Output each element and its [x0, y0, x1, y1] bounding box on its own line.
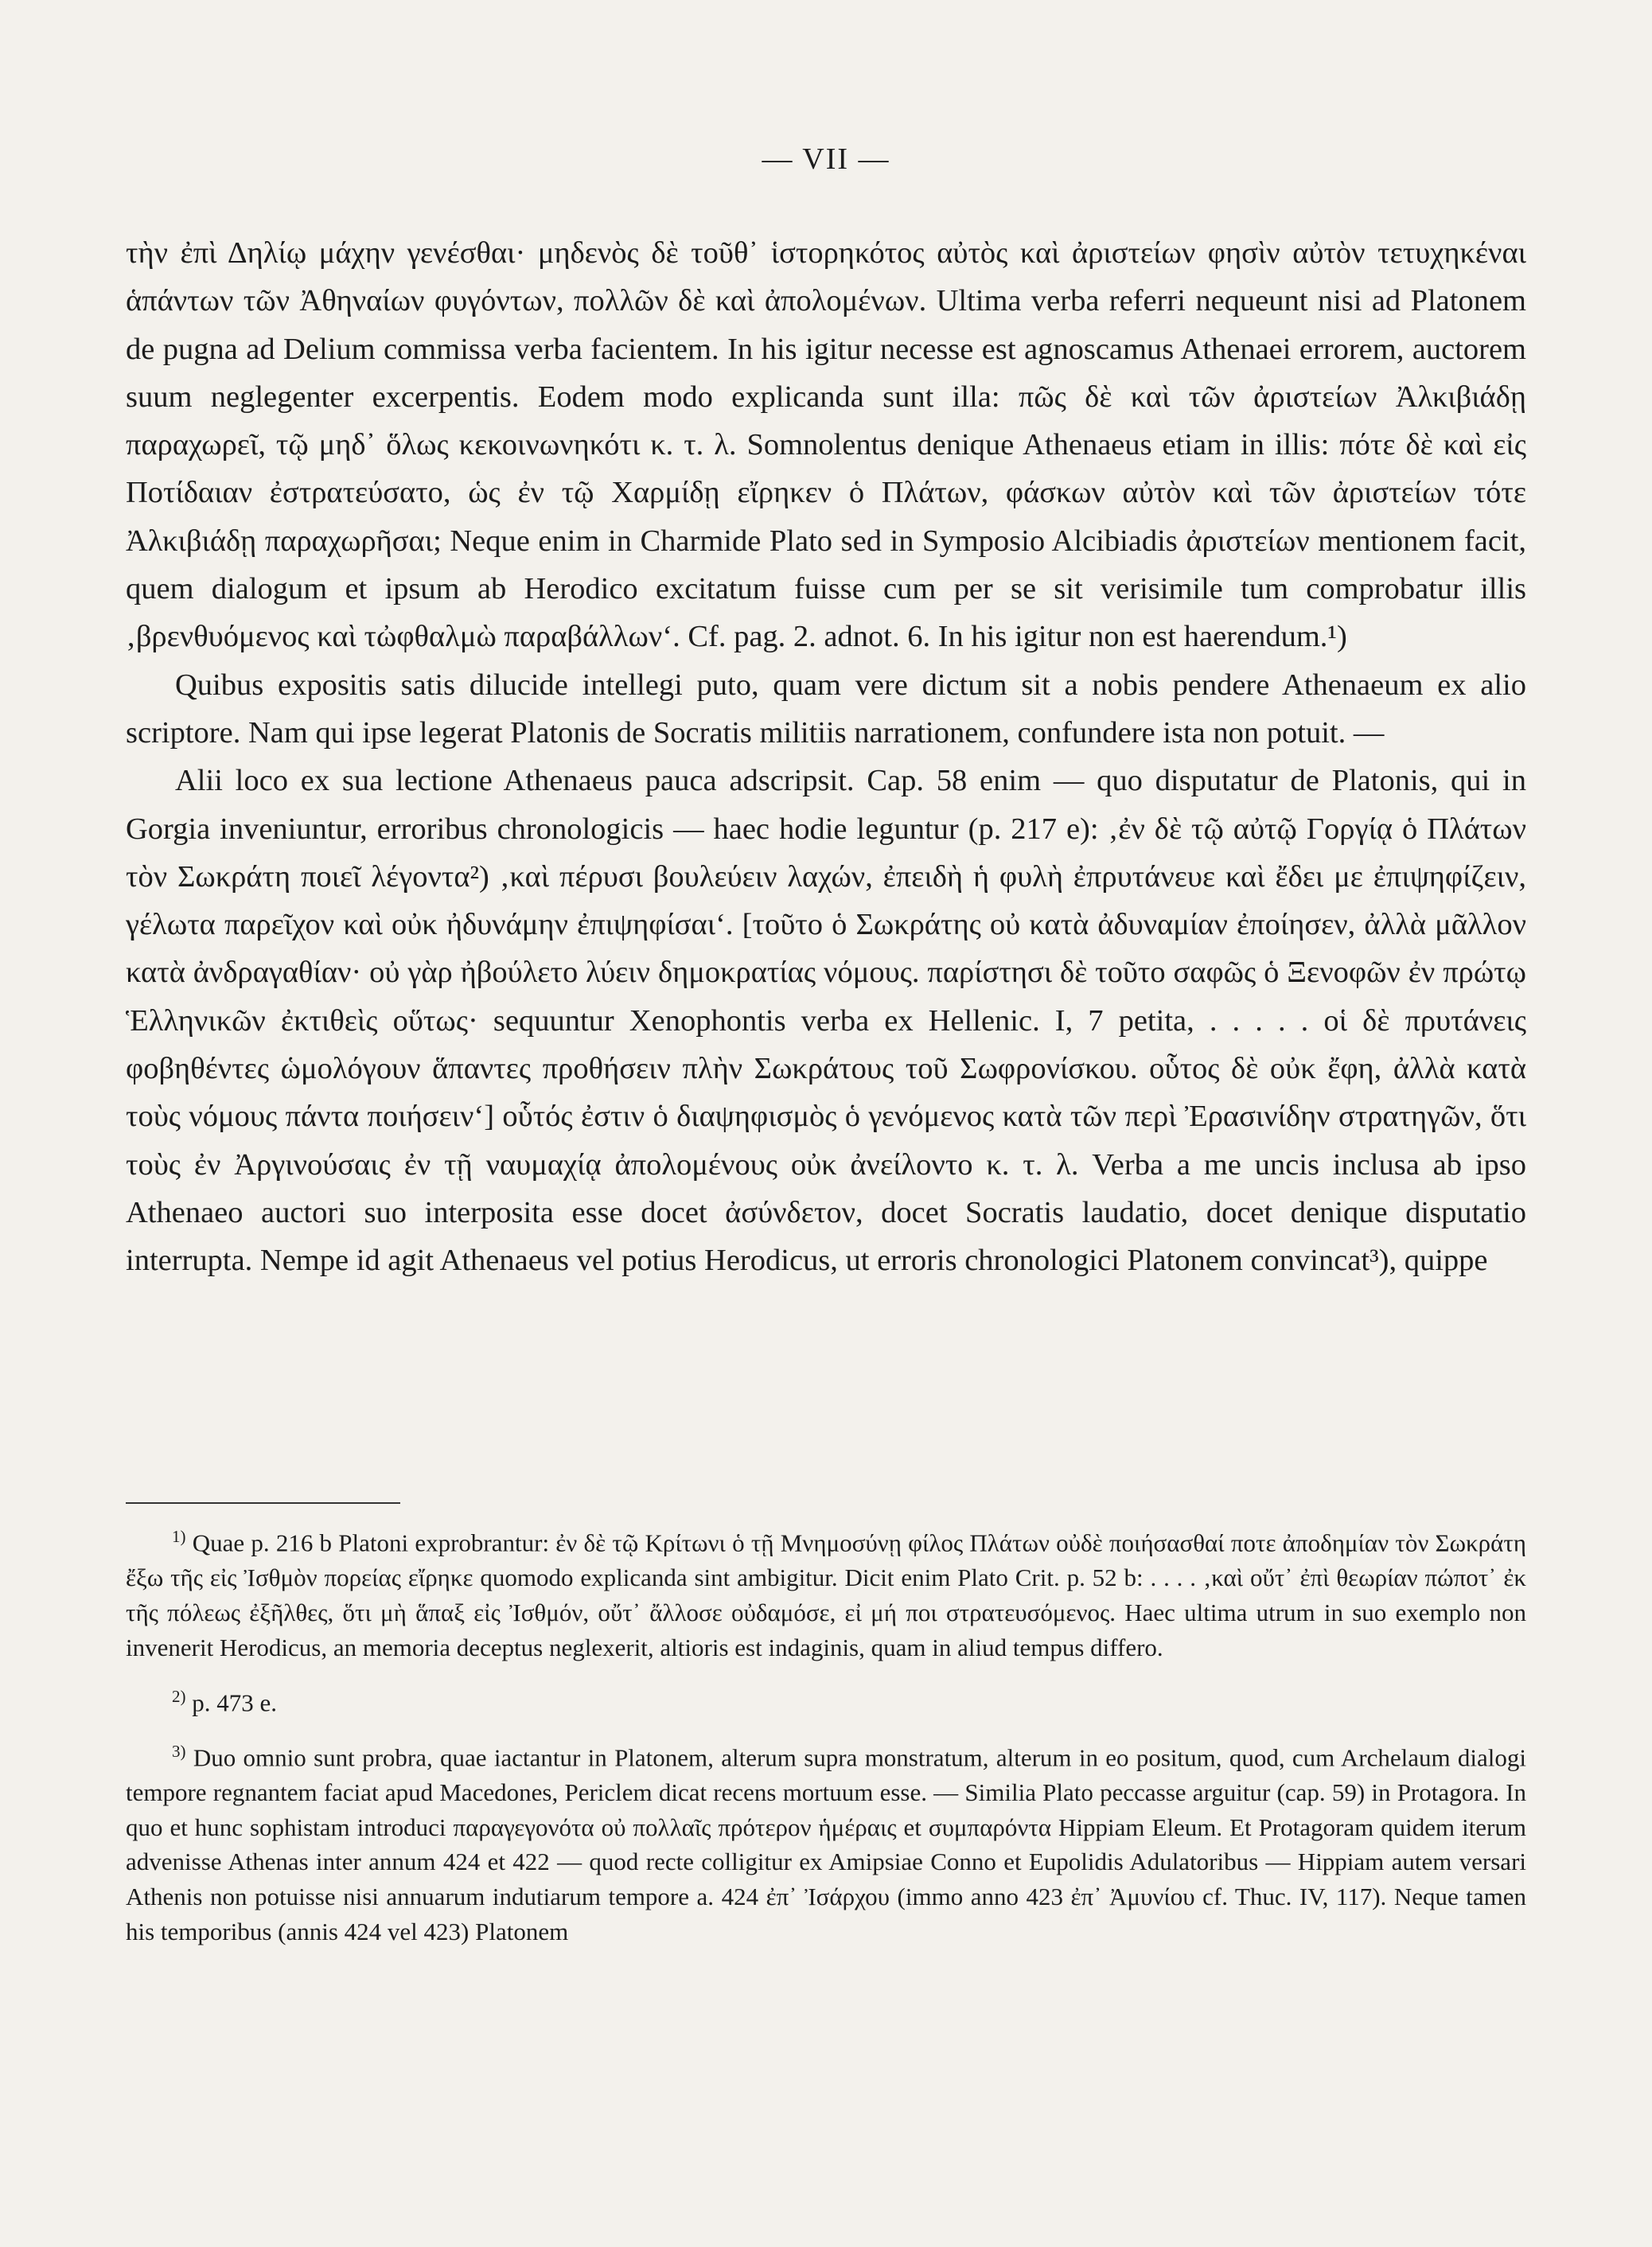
main-text [126, 229, 1526, 1285]
page-header: — VII — [762, 142, 890, 176]
paragraph: τὴν ἐπὶ Δηλίῳ μάχην γενέσθαι· μηδενὸς δὲ τοῦθ᾿ ἱστορηκότος αὐτὸς καὶ ἀριστείων φησὶν αὐτὸν τετυχηκέναι ἁπάντων τῶν Ἀθηναίων φυγόντων, πολλῶν δὲ καὶ ἀπολομένων. Ultima verba referri nequeunt nisi ad Platonem de pugna ad Delium commissa verba facientem. In his igitur necesse est agnoscamus Athenaei errorem, auctorem suum neglegenter excerpentis. Eodem modo explicanda sunt illa: πῶς δὲ καὶ τῶν ἀριστείων Ἀλκιβιάδῃ παραχωρεῖ, τῷ μηδ᾿ ὅλως κεκοινωνηκότι κ. τ. λ. Somnolentus denique Athenaeus etiam in illis: πότε δὲ καὶ εἰς Ποτίδαιαν ἐστρατεύσατο, ὡς ἐν τῷ Χαρμίδῃ εἴρηκεν ὁ Πλάτων, φάσκων αὐτὸν καὶ τῶν ἀριστείων τότε Ἀλκιβιάδῃ παραχωρῆσαι; Neque enim in Charmide Plato sed in Symposio Alcibiadis ἀριστείων mentionem facit, quem dialogum et ipsum ab Herodico excitatum fuisse cum per se sit verisimile tum comprobatur illis ‚βρενθυόμενος καὶ τὠφθαλμὼ παραβάλλων‘. Cf. pag. 2. adnot. 6. In his igitur non est haerendum.¹) [126, 236, 1526, 654]
footnote [126, 1680, 1526, 1720]
footnote-text: Quae p. 216 b Platoni exprobrantur: ἐν δὲ τῷ Κρίτωνι ὁ τῇ Μνημοσύνῃ φίλος Πλάτων οὐδὲ ποιήσασθαί ποτε ἀποδημίαν τὸν Σωκράτη ἔξω τῆς εἰς Ἰσθμὸν πορείας εἴρηκε quomodo explicanda sint ambigitur. Dicit enim Plato Crit. p. 52 b: . . . . ‚καὶ οὔτ᾿ ἐπὶ θεωρίαν πώποτ᾿ ἐκ τῆς πόλεως ἐξῆλθες, ὅτι μὴ ἅπαξ εἰς Ἰσθμόν, οὔτ᾿ ἄλλοσε οὐδαμόσε, εἰ μή ποι στρατευσόμενος. Haec ultima utrum in suo exemplo non invenerit Herodicus, an memoria deceptus neglexerit, altioris est indaginis, quam in aliud tempus differo. [126, 1529, 1527, 1661]
paragraph: Quibus expositis satis dilucide intellegi puto, quam vere dictum sit a nobis pendere Athenaeum ex alio scriptore. Nam qui ipse legerat Platonis de Socratis militiis narrationem, confundere ista non potuit. — [126, 668, 1526, 750]
footnote [126, 1735, 1526, 1949]
footnote-marker: 3) [172, 1741, 186, 1761]
paragraph: Alii loco ex sua lectione Athenaeus pauca adscripsit. Cap. 58 enim — quo disputatur de Platonis, qui in Gorgia inveniuntur, erroribus chronologicis — haec hodie leguntur (p. 217 e): ‚ἐν δὲ τῷ αὐτῷ Γοργίᾳ ὁ Πλάτων τὸν Σωκράτη ποιεῖ λέγοντα²) ‚καὶ πέρυσι βουλεύειν λαχών, ἐπειδὴ ἡ φυλὴ ἐπρυτάνευε καὶ ἔδει με ἐπιψηφίζειν, γέλωτα παρεῖχον καὶ οὐκ ἠδυνάμην ἐπιψηφίσαι‘. [τοῦτο ὁ Σωκράτης οὐ κατὰ ἀδυναμίαν ἐποίησεν, ἀλλὰ μᾶλλον κατὰ ἀνδραγαθίαν· οὐ γὰρ ἠβούλετο λύειν δημοκρατίας νόμους. παρίστησι δὲ τοῦτο σαφῶς ὁ Ξενοφῶν ἐν πρώτῳ Ἑλληνικῶν ἐκτιθεὶς οὕτως· sequuntur Xenophontis verba ex Hellenic. I, 7 petita, . . . . . οἱ δὲ πρυτάνεις φοβηθέντες ὡμολόγουν ἅπαντες προθήσειν πλὴν Σωκράτους τοῦ Σωφρονίσκου. οὗτος δὲ οὐκ ἔφη, ἀλλὰ κατὰ τοὺς νόμους πάντα ποιήσειν‘] οὗτός ἐστιν ὁ διαψηφισμὸς ὁ γενόμενος κατὰ τῶν περὶ Ἐρασινίδην στρατηγῶν, ὅτι τοὺς ἐν Ἀργινούσαις ἐν τῇ ναυμαχίᾳ ἀπολομένους οὐκ ἀνείλοντο κ. τ. λ. Verba a me uncis inclusa ab ipso Athenaeo auctori suo interposita esse docet ἀσύνδετον, docet Socratis laudatio, docet denique disputatio interrupta. Nempe id agit Athenaeus vel potius Herodicus, ut erroris chronologici Platonem convincat³), quippe [126, 764, 1526, 1278]
footnote [126, 1520, 1526, 1665]
footnote-marker: 1) [172, 1527, 186, 1546]
footnotes [126, 1520, 1526, 1964]
footnote-text: Duo omnio sunt probra, quae iactantur in Platonem, alterum supra monstratum, alterum in eo positum, quod, cum Archelaum dialogi tempore regnantem faciat apud Macedones, Periclem dicat recens mortuum esse. — Similia Plato peccasse arguitur (cap. 59) in Protagora. In quo et hunc sophistam introduci παραγεγονότα οὐ πολλαῖς πρότερον ἡμέραις et συμπαρόντα Hippiam Eleum. Et Protagoram quidem iterum advenisse Athenas inter annum 424 et 422 — quod recte colligitur ex Amipsiae Conno et Eupolidis Adulatoribus — Hippiam autem versari Athenis non potuisse nisi annuarum indutiarum tempore a. 424 ἐπ᾿ Ἰσάρχου (immo anno 423 ἐπ᾿ Ἀμυνίου cf. Thuc. IV, 117). Neque tamen his temporibus (annis 424 vel 423) Platonem [126, 1743, 1527, 1945]
footnote-separator [126, 1502, 400, 1504]
footnote-marker: 2) [172, 1686, 186, 1706]
footnote-text: p. 473 e. [192, 1688, 278, 1716]
